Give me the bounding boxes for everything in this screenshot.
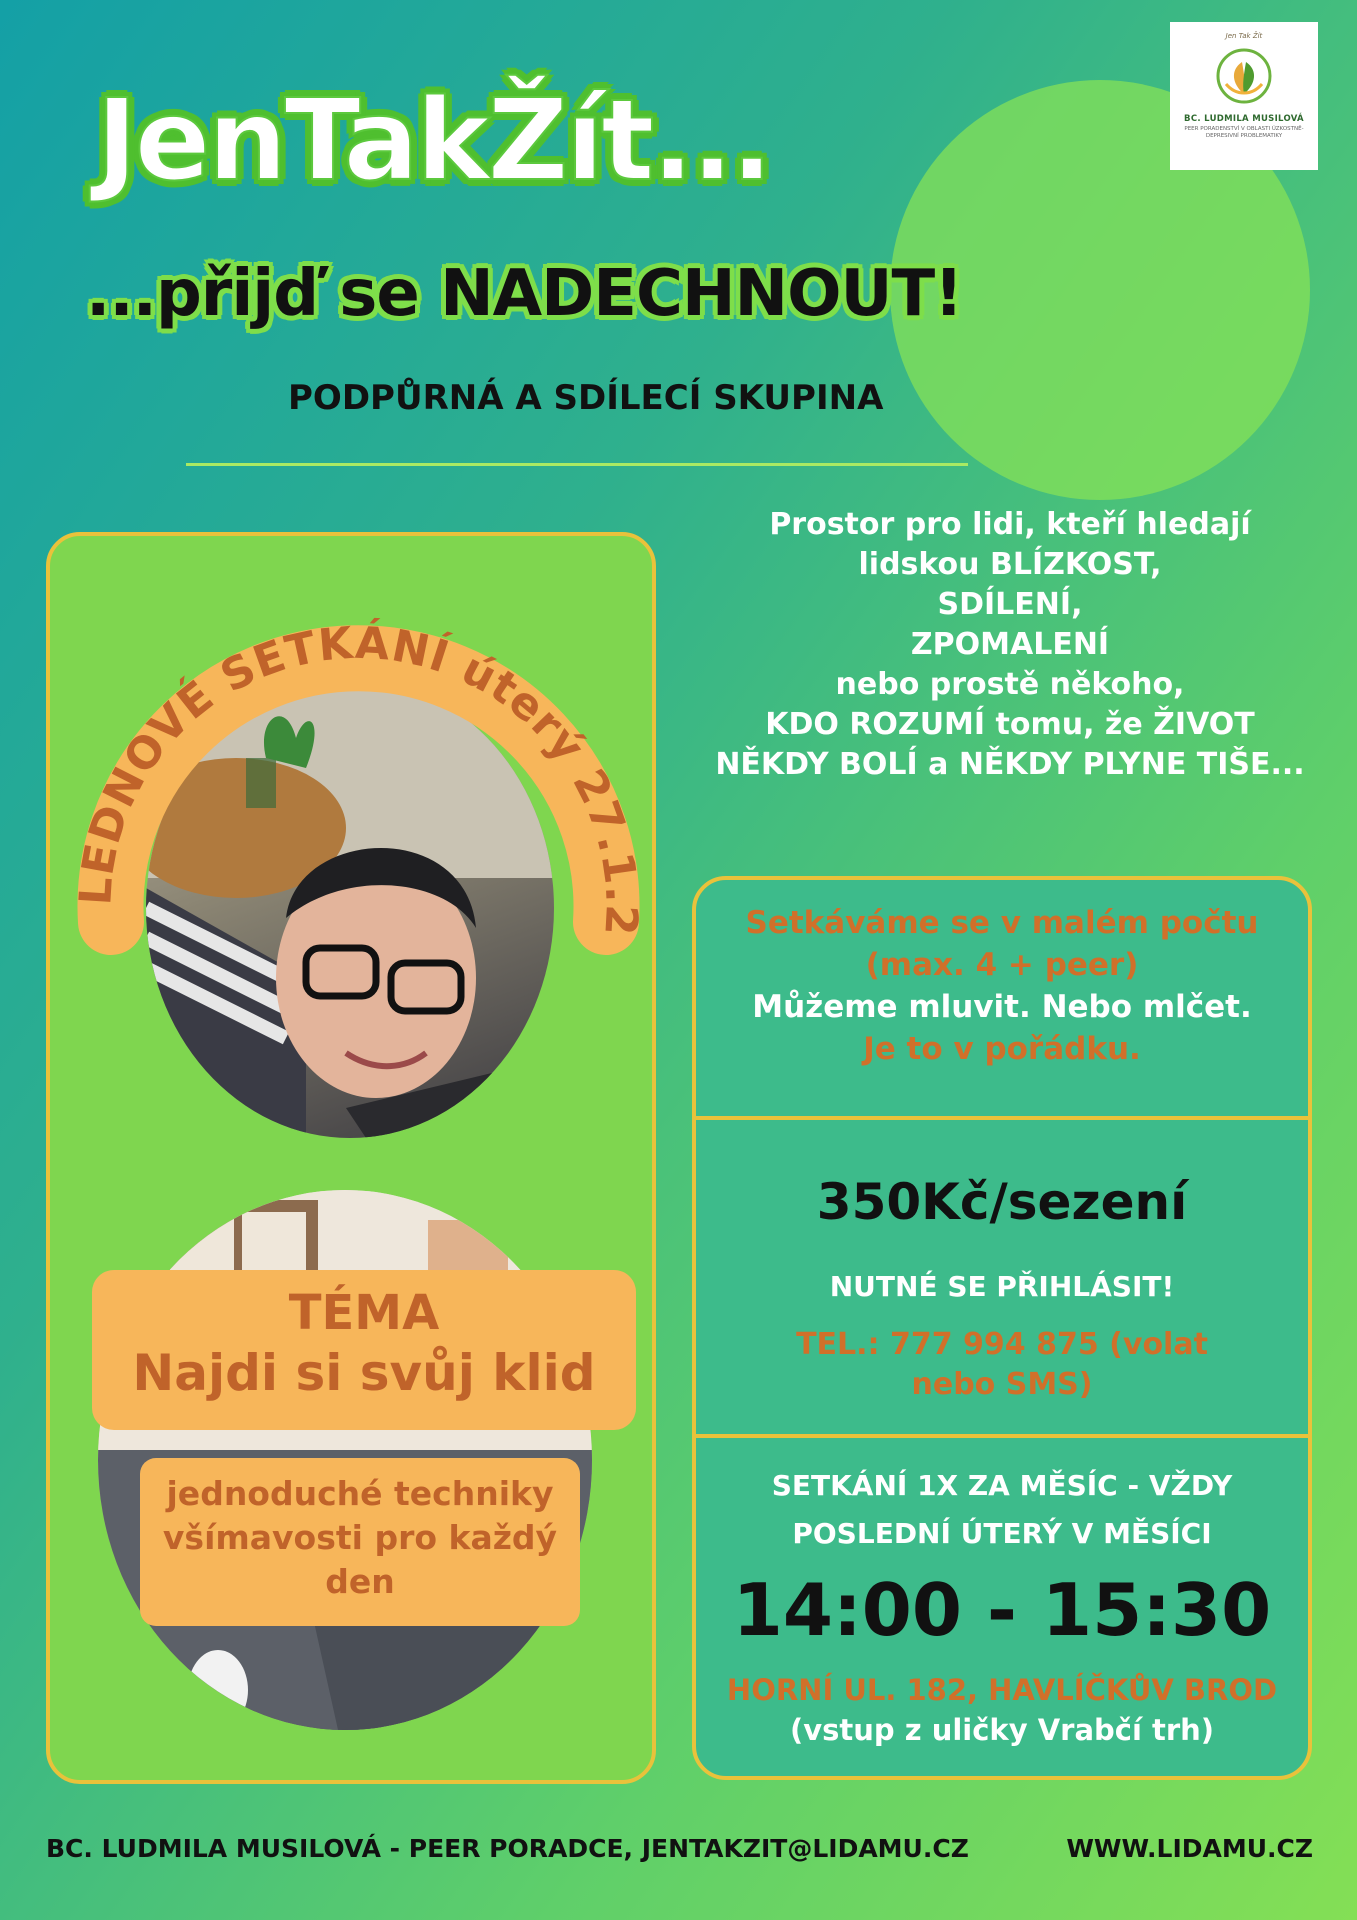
group-size-line: Setkáváme se v malém počtu bbox=[745, 905, 1259, 941]
intro-line: NĚKDY BOLÍ a NĚKDY PLYNE TIŠE... bbox=[715, 747, 1305, 782]
address: HORNÍ UL. 182, HAVLÍČKŮV BROD bbox=[726, 1673, 1278, 1707]
intro-line: nebo prostě někoho, bbox=[835, 667, 1185, 702]
intro-line: Prostor pro lidi, kteří hledají bbox=[769, 507, 1251, 542]
group-type: PODPŮRNÁ A SDÍLECÍ SKUPINA bbox=[288, 378, 884, 418]
ok-line: Je to v pořádku. bbox=[863, 1031, 1141, 1067]
logo-script-text: Jen Tak Žít bbox=[1225, 32, 1263, 40]
topic-description-line: den bbox=[325, 1562, 395, 1601]
address-block bbox=[692, 1670, 1312, 1750]
footer-website: WWW.LIDAMU.CZ bbox=[1066, 1834, 1313, 1863]
info-separator bbox=[692, 1434, 1312, 1438]
logo-tagline: PEER PORADENSTVÍ V OBLASTI ÚZKOSTNĚ-DEPRESIVNÍ PROBLEMATIKY bbox=[1184, 126, 1304, 139]
schedule-line: SETKÁNÍ 1X ZA MĚSÍC - VŽDY bbox=[771, 1469, 1233, 1502]
topic-title: Najdi si svůj klid bbox=[132, 1344, 596, 1402]
footer-contact: BC. LUDMILA MUSILOVÁ - PEER PORADCE, JENTAKZIT@LIDAMU.CZ bbox=[46, 1834, 969, 1863]
logo-name: BC. LUDMILA MUSILOVÁ bbox=[1184, 114, 1304, 124]
meeting-date-arc bbox=[30, 492, 656, 1132]
schedule bbox=[692, 1462, 1312, 1558]
phone-line: nebo SMS) bbox=[911, 1367, 1093, 1402]
topic-box bbox=[92, 1270, 636, 1430]
headline-title: JenTakŽít... bbox=[96, 76, 771, 206]
svg-text:LEDNOVÉ SETKÁNÍ úterý 27.1.20 bbox=[30, 492, 647, 938]
meeting-time: 14:00 - 15:30 bbox=[732, 1568, 1272, 1652]
entrance-note: (vstup z uličky Vrabčí trh) bbox=[789, 1713, 1215, 1747]
registration-note: NUTNÉ SE PŘIHLÁSIT! bbox=[829, 1270, 1175, 1303]
intro-line: SDÍLENÍ, bbox=[937, 587, 1083, 622]
topic-label: TÉMA bbox=[288, 1285, 440, 1341]
divider bbox=[186, 463, 968, 466]
group-size-block bbox=[692, 902, 1312, 1070]
info-separator bbox=[692, 1116, 1312, 1120]
group-size-limit: (max. 4 + peer) bbox=[865, 947, 1139, 983]
leaf-logo-icon bbox=[1212, 44, 1276, 108]
logo bbox=[1170, 22, 1318, 170]
price: 350Kč/sezení bbox=[816, 1173, 1188, 1231]
intro-line: ZPOMALENÍ bbox=[910, 627, 1110, 662]
phone-line: TEL.: 777 994 875 (volat bbox=[796, 1327, 1208, 1362]
headline-subtitle: ...přijď se NADECHNOUT! bbox=[86, 257, 963, 331]
phone-contact bbox=[692, 1325, 1312, 1405]
schedule-line: POSLEDNÍ ÚTERÝ V MĚSÍCI bbox=[792, 1517, 1212, 1550]
topic-description-line: jednoduché techniky bbox=[166, 1474, 554, 1513]
topic-description-line: všímavosti pro každý bbox=[162, 1518, 558, 1557]
intro-line: lidskou BLÍZKOST, bbox=[858, 547, 1162, 582]
intro-line: KDO ROZUMÍ tomu, že ŽIVOT bbox=[765, 707, 1255, 742]
intro-text bbox=[690, 505, 1330, 785]
topic-description bbox=[140, 1458, 580, 1626]
meeting-date-text: LEDNOVÉ SETKÁNÍ úterý 27.1.2026 bbox=[30, 492, 647, 938]
talk-line: Můžeme mluvit. Nebo mlčet. bbox=[752, 989, 1252, 1025]
